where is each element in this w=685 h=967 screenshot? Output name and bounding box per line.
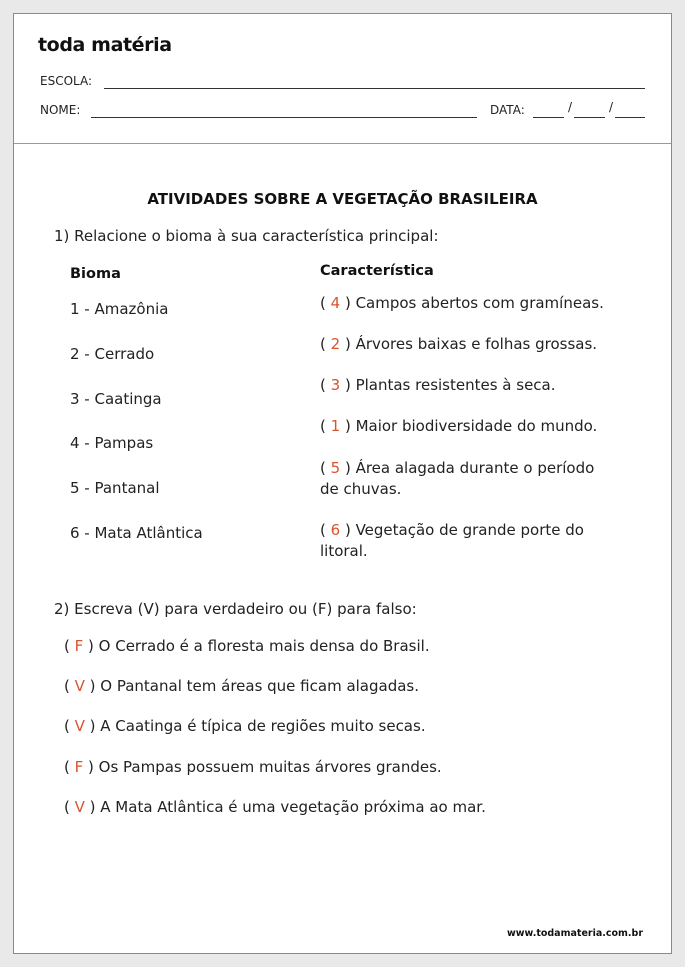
bioma-item: 4 - Pampas — [70, 434, 154, 452]
answer-value[interactable]: V — [74, 798, 85, 816]
caracteristica-text: Plantas resistentes à seca. — [355, 376, 556, 394]
nome-field[interactable] — [91, 117, 477, 118]
logo: toda matéria — [38, 34, 172, 56]
bioma-item: 5 - Pantanal — [70, 479, 160, 497]
bioma-item: 6 - Mata Atlântica — [70, 524, 203, 542]
footer-url[interactable]: www.todamateria.com.br — [506, 928, 643, 939]
caracteristica-text: Maior biodiversidade do mundo. — [355, 417, 598, 435]
nome-label: NOME: — [40, 103, 81, 117]
true-false-item: ( F ) O Cerrado é a floresta mais densa do Brasil. — [64, 637, 430, 655]
true-false-item: ( V ) A Mata Atlântica é uma vegetação próxima ao mar. — [64, 798, 486, 816]
answer-value[interactable]: 5 — [330, 459, 341, 477]
header-divider — [14, 143, 671, 144]
data-label: DATA: — [490, 103, 525, 117]
caracteristica-item: ( 2 ) Árvores baixas e folhas grossas. — [320, 335, 598, 353]
answer-value[interactable]: V — [74, 677, 85, 695]
date-month-field[interactable] — [574, 117, 605, 118]
date-slash: / — [568, 100, 573, 114]
true-false-item: ( V ) O Pantanal tem áreas que ficam alagadas. — [64, 677, 420, 695]
statement-text: O Pantanal tem áreas que ficam alagadas. — [100, 677, 420, 695]
question-2-prompt: 2) Escreva (V) para verdadeiro ou (F) para falso: — [54, 600, 417, 618]
question-1-prompt: 1) Relacione o bioma à sua característica principal: — [54, 227, 439, 245]
caracteristica-text: Árvores baixas e folhas grossas. — [355, 335, 598, 353]
answer-value[interactable]: 3 — [330, 376, 341, 394]
bioma-item: 2 - Cerrado — [70, 345, 155, 363]
caracteristica-item: ( 6 ) Vegetação de grande porte do litoral. — [320, 521, 584, 560]
answer-value[interactable]: F — [74, 637, 84, 655]
statement-text: Os Pampas possuem muitas árvores grandes. — [98, 758, 442, 776]
worksheet-page — [13, 13, 672, 954]
answer-value[interactable]: 2 — [330, 335, 341, 353]
statement-text: A Caatinga é típica de regiões muito secas. — [100, 717, 426, 735]
true-false-item: ( F ) Os Pampas possuem muitas árvores grandes. — [64, 758, 442, 776]
answer-value[interactable]: 1 — [330, 417, 341, 435]
statement-text: A Mata Atlântica é uma vegetação próxima ao mar. — [100, 798, 486, 816]
escola-field[interactable] — [104, 88, 645, 89]
date-slash: / — [609, 100, 614, 114]
column-header-bioma: Bioma — [70, 266, 121, 282]
answer-value[interactable]: 4 — [330, 294, 341, 312]
caracteristica-text: Campos abertos com gramíneas. — [355, 294, 604, 312]
caracteristica-item: ( 1 ) Maior biodiversidade do mundo. — [320, 417, 598, 435]
column-header-caracteristica: Característica — [320, 263, 434, 279]
answer-value[interactable]: F — [74, 758, 84, 776]
caracteristica-text: Área alagada durante o período de chuvas. — [320, 459, 595, 498]
caracteristica-item: ( 3 ) Plantas resistentes à seca. — [320, 376, 556, 394]
page-title: ATIVIDADES SOBRE A VEGETAÇÃO BRASILEIRA — [147, 190, 538, 208]
caracteristica-text: Vegetação de grande porte do litoral. — [320, 521, 584, 560]
bioma-item: 1 - Amazônia — [70, 300, 169, 318]
date-year-field[interactable] — [615, 117, 645, 118]
caracteristica-item: ( 5 ) Área alagada durante o período de chuvas. — [320, 459, 595, 498]
statement-text: O Cerrado é a floresta mais densa do Brasil. — [98, 637, 430, 655]
true-false-item: ( V ) A Caatinga é típica de regiões muito secas. — [64, 717, 426, 735]
date-day-field[interactable] — [533, 117, 564, 118]
bioma-item: 3 - Caatinga — [70, 390, 162, 408]
answer-value[interactable]: V — [74, 717, 85, 735]
caracteristica-item: ( 4 ) Campos abertos com gramíneas. — [320, 294, 604, 312]
escola-label: ESCOLA: — [40, 74, 93, 88]
answer-value[interactable]: 6 — [330, 521, 341, 539]
